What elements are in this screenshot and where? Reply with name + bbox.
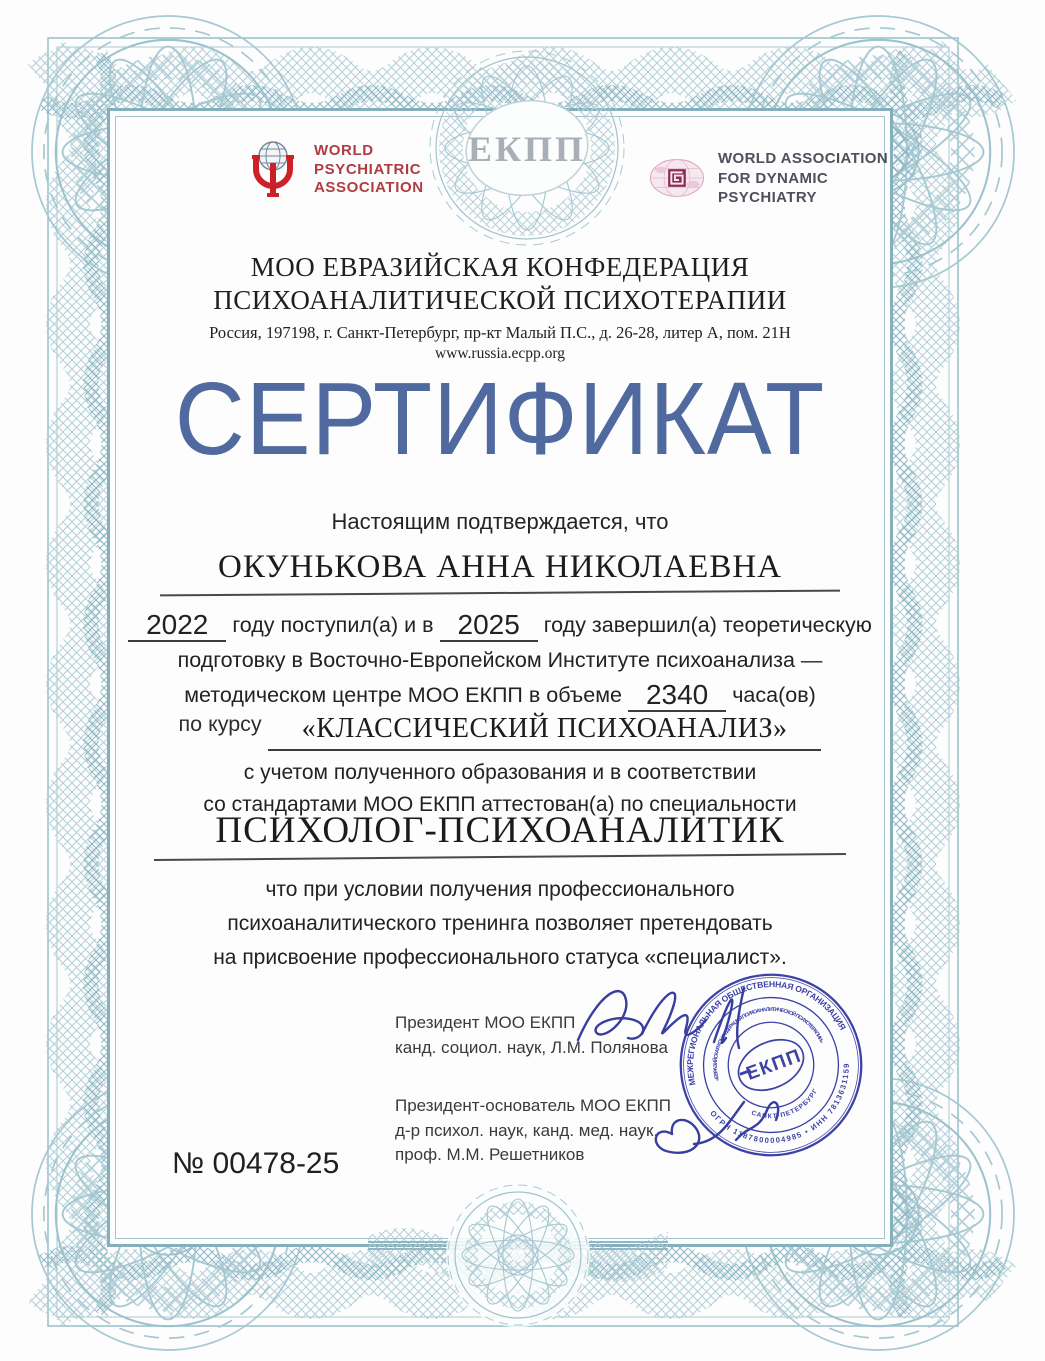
closing-lines	[110, 873, 890, 975]
wadp-globe-spiral-icon	[648, 152, 706, 204]
recipient-name: ОКУНЬКОВА АННА НИКОЛАЕВНА	[217, 549, 783, 585]
stamp-outer-top-text: МЕЖРЕГИОНАЛЬНАЯ ОБЩЕСТВЕННАЯ ОРГАНИЗАЦИЯ	[684, 979, 849, 1087]
founder-name: проф. М.М. Решетников	[395, 1145, 585, 1165]
speciality-underline	[154, 853, 846, 861]
bottom-rosette	[368, 1158, 668, 1358]
body-line1-mid: году поступил(а) и в	[232, 613, 434, 637]
wpa-label-line2: PSYCHIATRIC	[314, 160, 422, 178]
wadp-label-line1: WORLD ASSOCIATION	[717, 150, 889, 167]
stamp-center-ekpp: ЕКПП	[743, 1045, 805, 1085]
body-line1	[110, 608, 890, 643]
wpa-label-line3: ASSOCIATION	[314, 179, 424, 197]
certificate-number: № 00478-25	[172, 1147, 340, 1180]
body-line3	[110, 678, 890, 713]
body-line2: подготовку в Восточно-Европейском Институте психоанализа —	[177, 648, 823, 672]
year-end-field: 2025	[440, 610, 538, 642]
stamp-inner-top-text: «ЕВРАЗИЙСКАЯ КОНФЕДЕРАЦИЯ ПСИХОАНАЛИТИЧЕСКОЙ ПСИХОТЕРАПИИ»	[712, 1006, 825, 1082]
confirmation-line: Настоящим подтверждается, что	[331, 509, 669, 534]
ekpp-watermark-seal	[427, 48, 627, 248]
founder-signature-ink	[636, 1078, 806, 1178]
president-signature-ink	[568, 972, 758, 1072]
speciality-name: ПСИХОЛОГ-ПСИХОАНАЛИТИК	[215, 810, 785, 851]
wpa-psi-globe-icon	[242, 139, 304, 201]
certificate-title: СЕРТИФИКАТ	[174, 360, 826, 477]
stamp-inner-bottom-text: САНКТ-ПЕТЕРБУРГ	[750, 1087, 820, 1121]
seal-ekpp-text: ЕКПП	[467, 129, 587, 169]
founder-signature-caption	[395, 1094, 671, 1168]
body-line3-end: часа(ов)	[732, 683, 816, 707]
year-start-field: 2022	[128, 610, 226, 642]
wpa-label-line1: WORLD	[314, 141, 374, 159]
founder-title: Президент-основатель МОО ЕКПП	[395, 1096, 671, 1115]
closing-line1: что при условии получения профессионального	[265, 878, 735, 901]
org-address: Россия, 197198, г. Санкт-Петербург, пр-кт Малый П.С., д. 26-28, литер А, пом. 21Н	[209, 323, 791, 342]
president-title: Президент МОО ЕКПП	[395, 1013, 576, 1032]
attestation-line2: со стандартами МОО ЕКПП аттестован(а) по специальности	[203, 793, 797, 816]
body-line1-end: году завершил(а) теоретическую	[543, 613, 872, 637]
attestation-line1: с учетом полученного образования и в соответствии	[243, 761, 757, 784]
course-name: «КЛАССИЧЕСКИЙ ПСИХОАНАЛИЗ»	[268, 713, 822, 751]
body-paragraph	[110, 608, 890, 713]
org-name-line2: ПСИХОАНАЛИТИЧЕСКОЙ ПСИХОТЕРАПИИ	[213, 284, 787, 315]
president-name: канд. социол. наук, Л.М. Полянова	[395, 1037, 668, 1057]
hours-field: 2340	[628, 680, 726, 712]
course-label: по курсу	[178, 712, 262, 736]
wpa-logo	[242, 139, 424, 201]
org-website: www.russia.ecpp.org	[434, 345, 565, 362]
stamp-outer-bottom-text: ОГРН 1187800004985 • ИНН 7813631159	[708, 1062, 851, 1145]
recipient-block	[110, 549, 890, 594]
closing-line3: на присвоение профессионального статуса «специалист».	[213, 946, 787, 969]
recipient-underline	[160, 590, 840, 597]
org-name-line1: МОО ЕВРАЗИЙСКАЯ КОНФЕДЕРАЦИЯ	[250, 252, 750, 282]
body-line3-start: методическом центре МОО ЕКПП в объеме	[184, 683, 622, 707]
wadp-label-line2: FOR DYNAMIC PSYCHIATRY	[717, 169, 829, 206]
founder-degrees: д-р психол. наук, канд. мед. наук,	[395, 1120, 659, 1140]
wadp-logo	[648, 149, 890, 208]
speciality-block	[110, 809, 890, 858]
course-row	[110, 712, 890, 751]
closing-line2: психоаналитического тренинга позволяет претендовать	[227, 912, 773, 935]
